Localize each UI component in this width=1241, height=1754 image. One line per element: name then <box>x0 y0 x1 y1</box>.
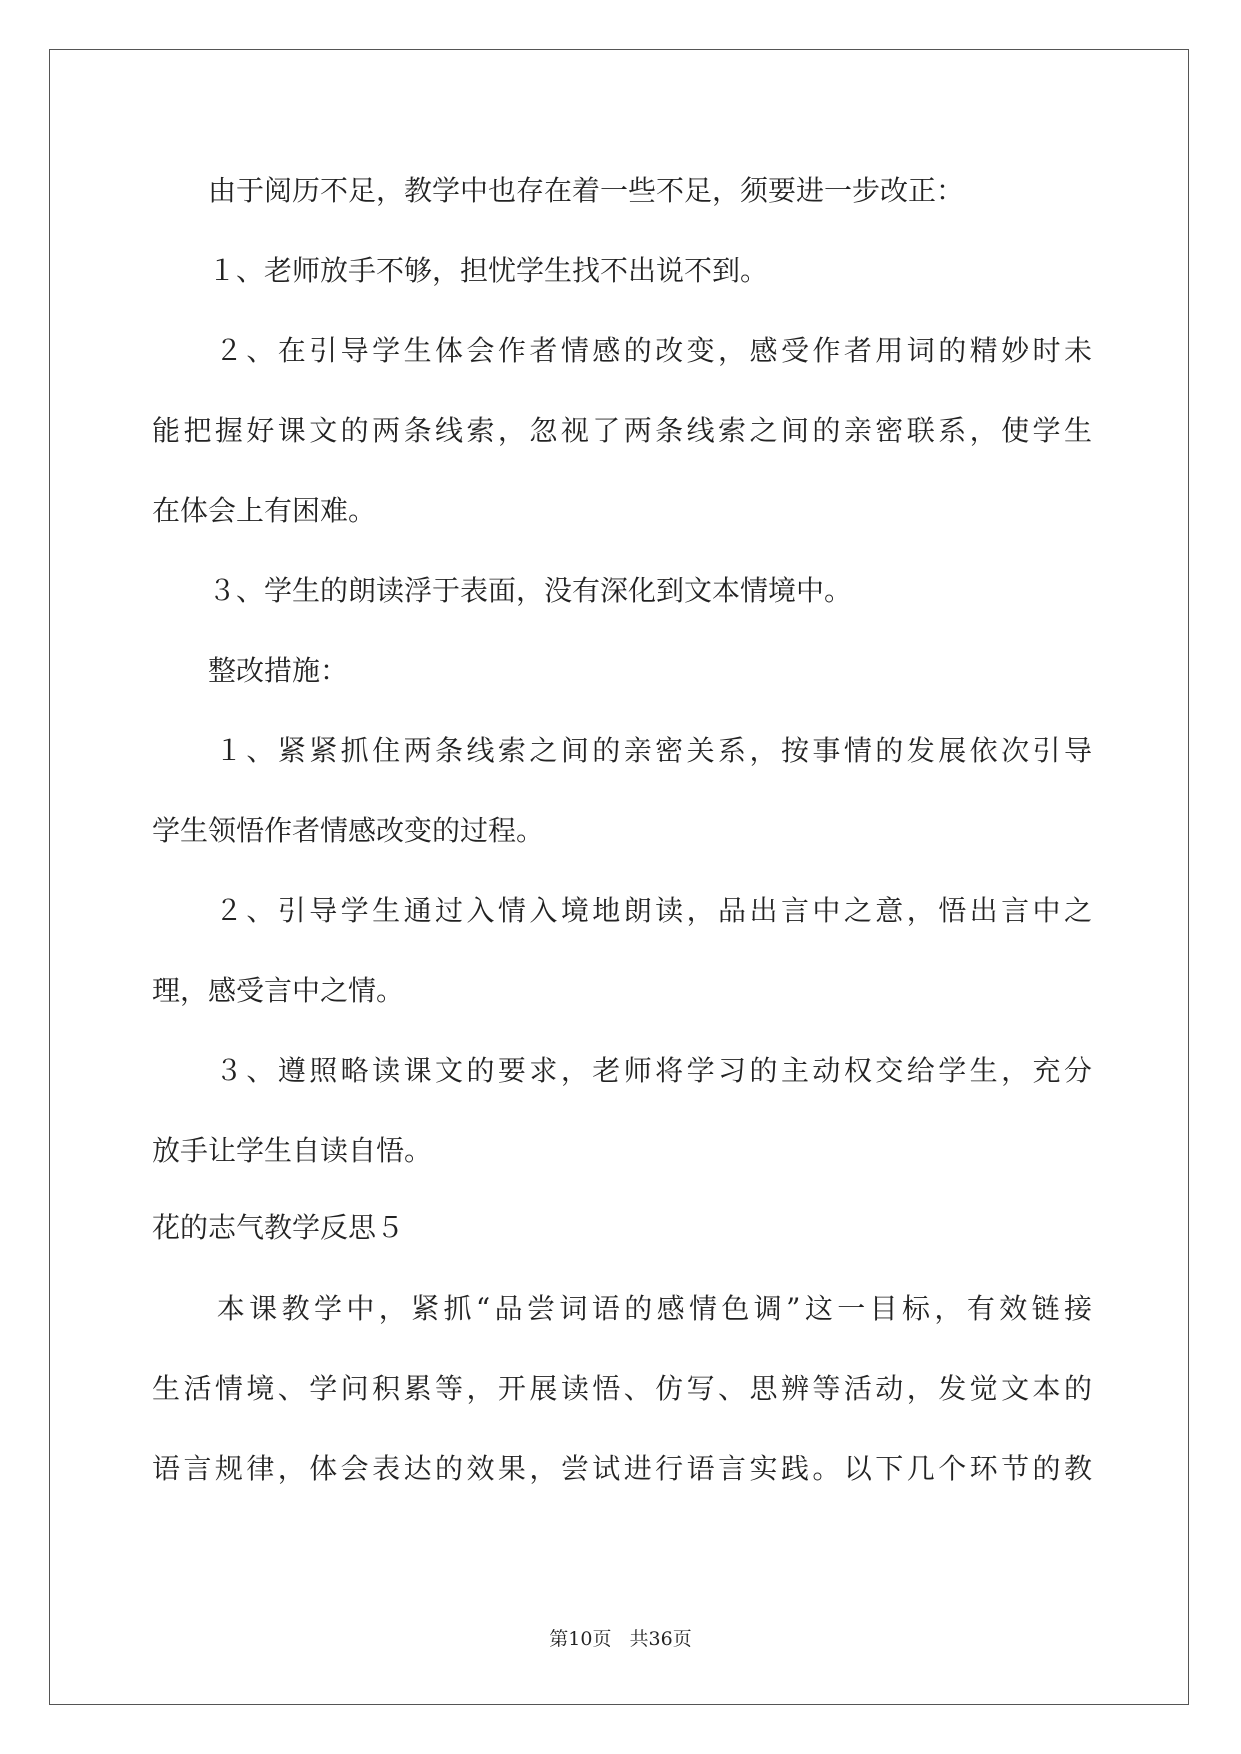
text-line: １、紧紧抓住两条线索之间的亲密关系，按事情的发展依次引导 <box>152 734 1092 767</box>
text-line: ３、遵照略读课文的要求，老师将学习的主动权交给学生，充分 <box>152 1054 1092 1087</box>
text-line: ３、学生的朗读浮于表面，没有深化到文本情境中。 <box>152 574 853 607</box>
section-heading: 花的志气教学反思５ <box>152 1211 405 1244</box>
text-line: 在体会上有困难。 <box>152 494 377 527</box>
page-number-current: 第10页 <box>549 1628 612 1650</box>
text-line: 放手让学生自读自悟。 <box>152 1134 433 1167</box>
text-line: 理，感受言中之情。 <box>152 974 405 1007</box>
text-line: 整改措施： <box>152 654 349 687</box>
text-line: 由于阅历不足，教学中也存在着一些不足，须要进一步改正： <box>152 174 965 207</box>
text-line: 生活情境、学问积累等，开展读悟、仿写、思辨等活动，发觉文本的 <box>152 1372 1092 1405</box>
page-number-total: 共36页 <box>629 1628 692 1650</box>
text-line: ２、在引导学生体会作者情感的改变，感受作者用词的精妙时未 <box>152 334 1092 367</box>
text-line: １、老师放手不够，担忧学生找不出说不到。 <box>152 254 769 287</box>
text-line: ２、引导学生通过入情入境地朗读，品出言中之意，悟出言中之 <box>152 894 1092 927</box>
text-line: 学生领悟作者情感改变的过程。 <box>152 814 545 847</box>
text-line: 能把握好课文的两条线索，忽视了两条线索之间的亲密联系，使学生 <box>152 414 1092 447</box>
text-line: 本课教学中，紧抓“品尝词语的感情色调”这一目标，有效链接 <box>152 1292 1092 1325</box>
page-footer <box>0 1627 1241 1651</box>
text-line: 语言规律，体会表达的效果，尝试进行语言实践。以下几个环节的教 <box>152 1452 1092 1485</box>
